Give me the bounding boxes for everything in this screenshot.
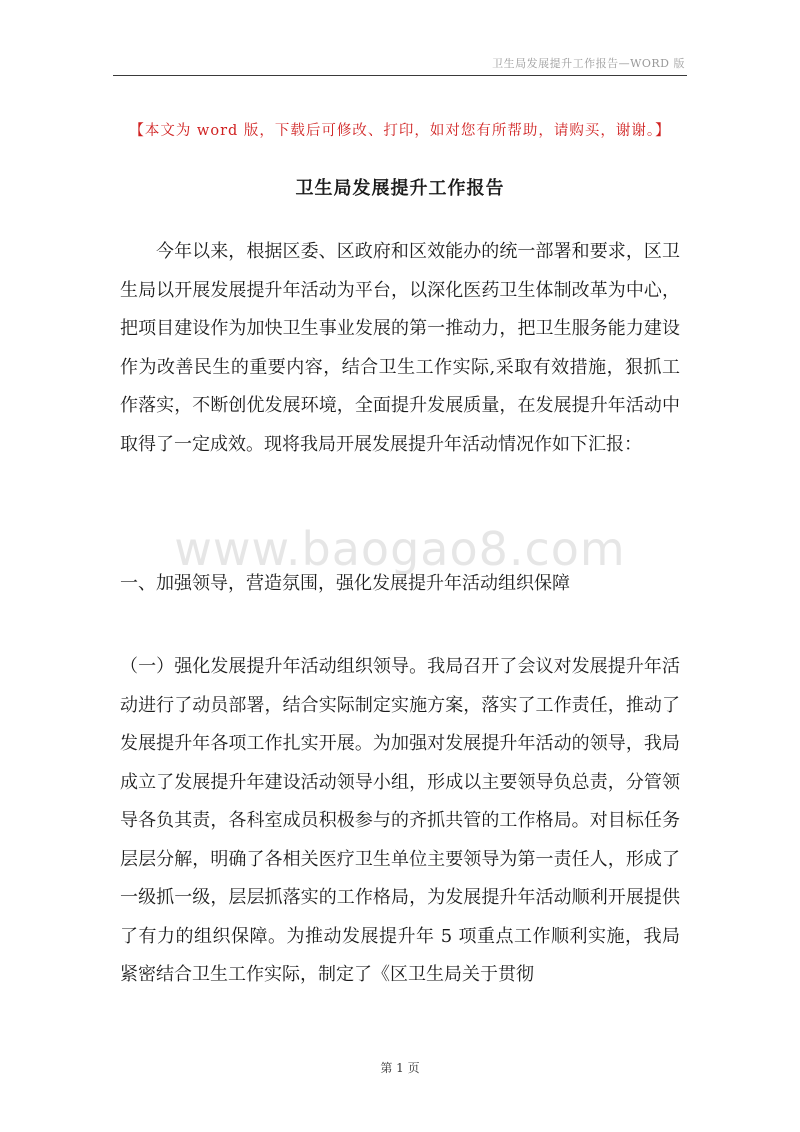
page-title: 卫生局发展提升工作报告: [295, 178, 505, 199]
purchase-notice: 【本文为 word 版，下载后可修改、打印，如对您有所帮助，请购买，谢谢。】: [129, 123, 671, 139]
running-header: 卫生局发展提升工作报告—WORD 版: [492, 57, 685, 70]
page-number: 第 1 页: [380, 1061, 420, 1075]
watermark: www.baogao8.com: [174, 522, 626, 576]
section-paragraph: （一）强化发展提升年活动组织领导。我局召开了会议对发展提升年活动进行了动员部署，结合实际制定实施方案，落实了工作责任，推动了发展提升年各项工作扎实开展。为加强对发展提升年活动的领导，我局成立了发展提升年建设活动领导小组，形成以主要领导负总责，分管领导各负其责，各科室成员积极参与的齐抓共管的工作格局。对目标任务层层分解，明确了各相关医疗卫生单位主要领导为第一责任人，形成了一级抓一级，层层抓落实的工作格局，为发展提升年活动顺利开展提供了有力的组织保障。为推动发展提升年 5 项重点工作顺利实施，我局紧密结合卫生工作实际，制定了《区卫生局关于贯彻: [120, 656, 680, 985]
intro-paragraph: 今年以来，根据区委、区政府和区效能办的统一部署和要求，区卫生局以开展发展提升年活动为平台，以深化医药卫生体制改革为中心，把项目建设作为加快卫生事业发展的第一推动力，把卫生服务能力建设作为改善民生的重要内容，结合卫生工作实际,采取有效措施，狠抓工作落实，不断创优发展环境，全面提升发展质量，在发展提升年活动中取得了一定成效。现将我局开展发展提升年活动情况作如下汇报：: [120, 241, 680, 455]
section-heading: 一、加强领导，营造氛围，强化发展提升年活动组织保障: [120, 573, 570, 594]
header-divider: [113, 75, 687, 76]
